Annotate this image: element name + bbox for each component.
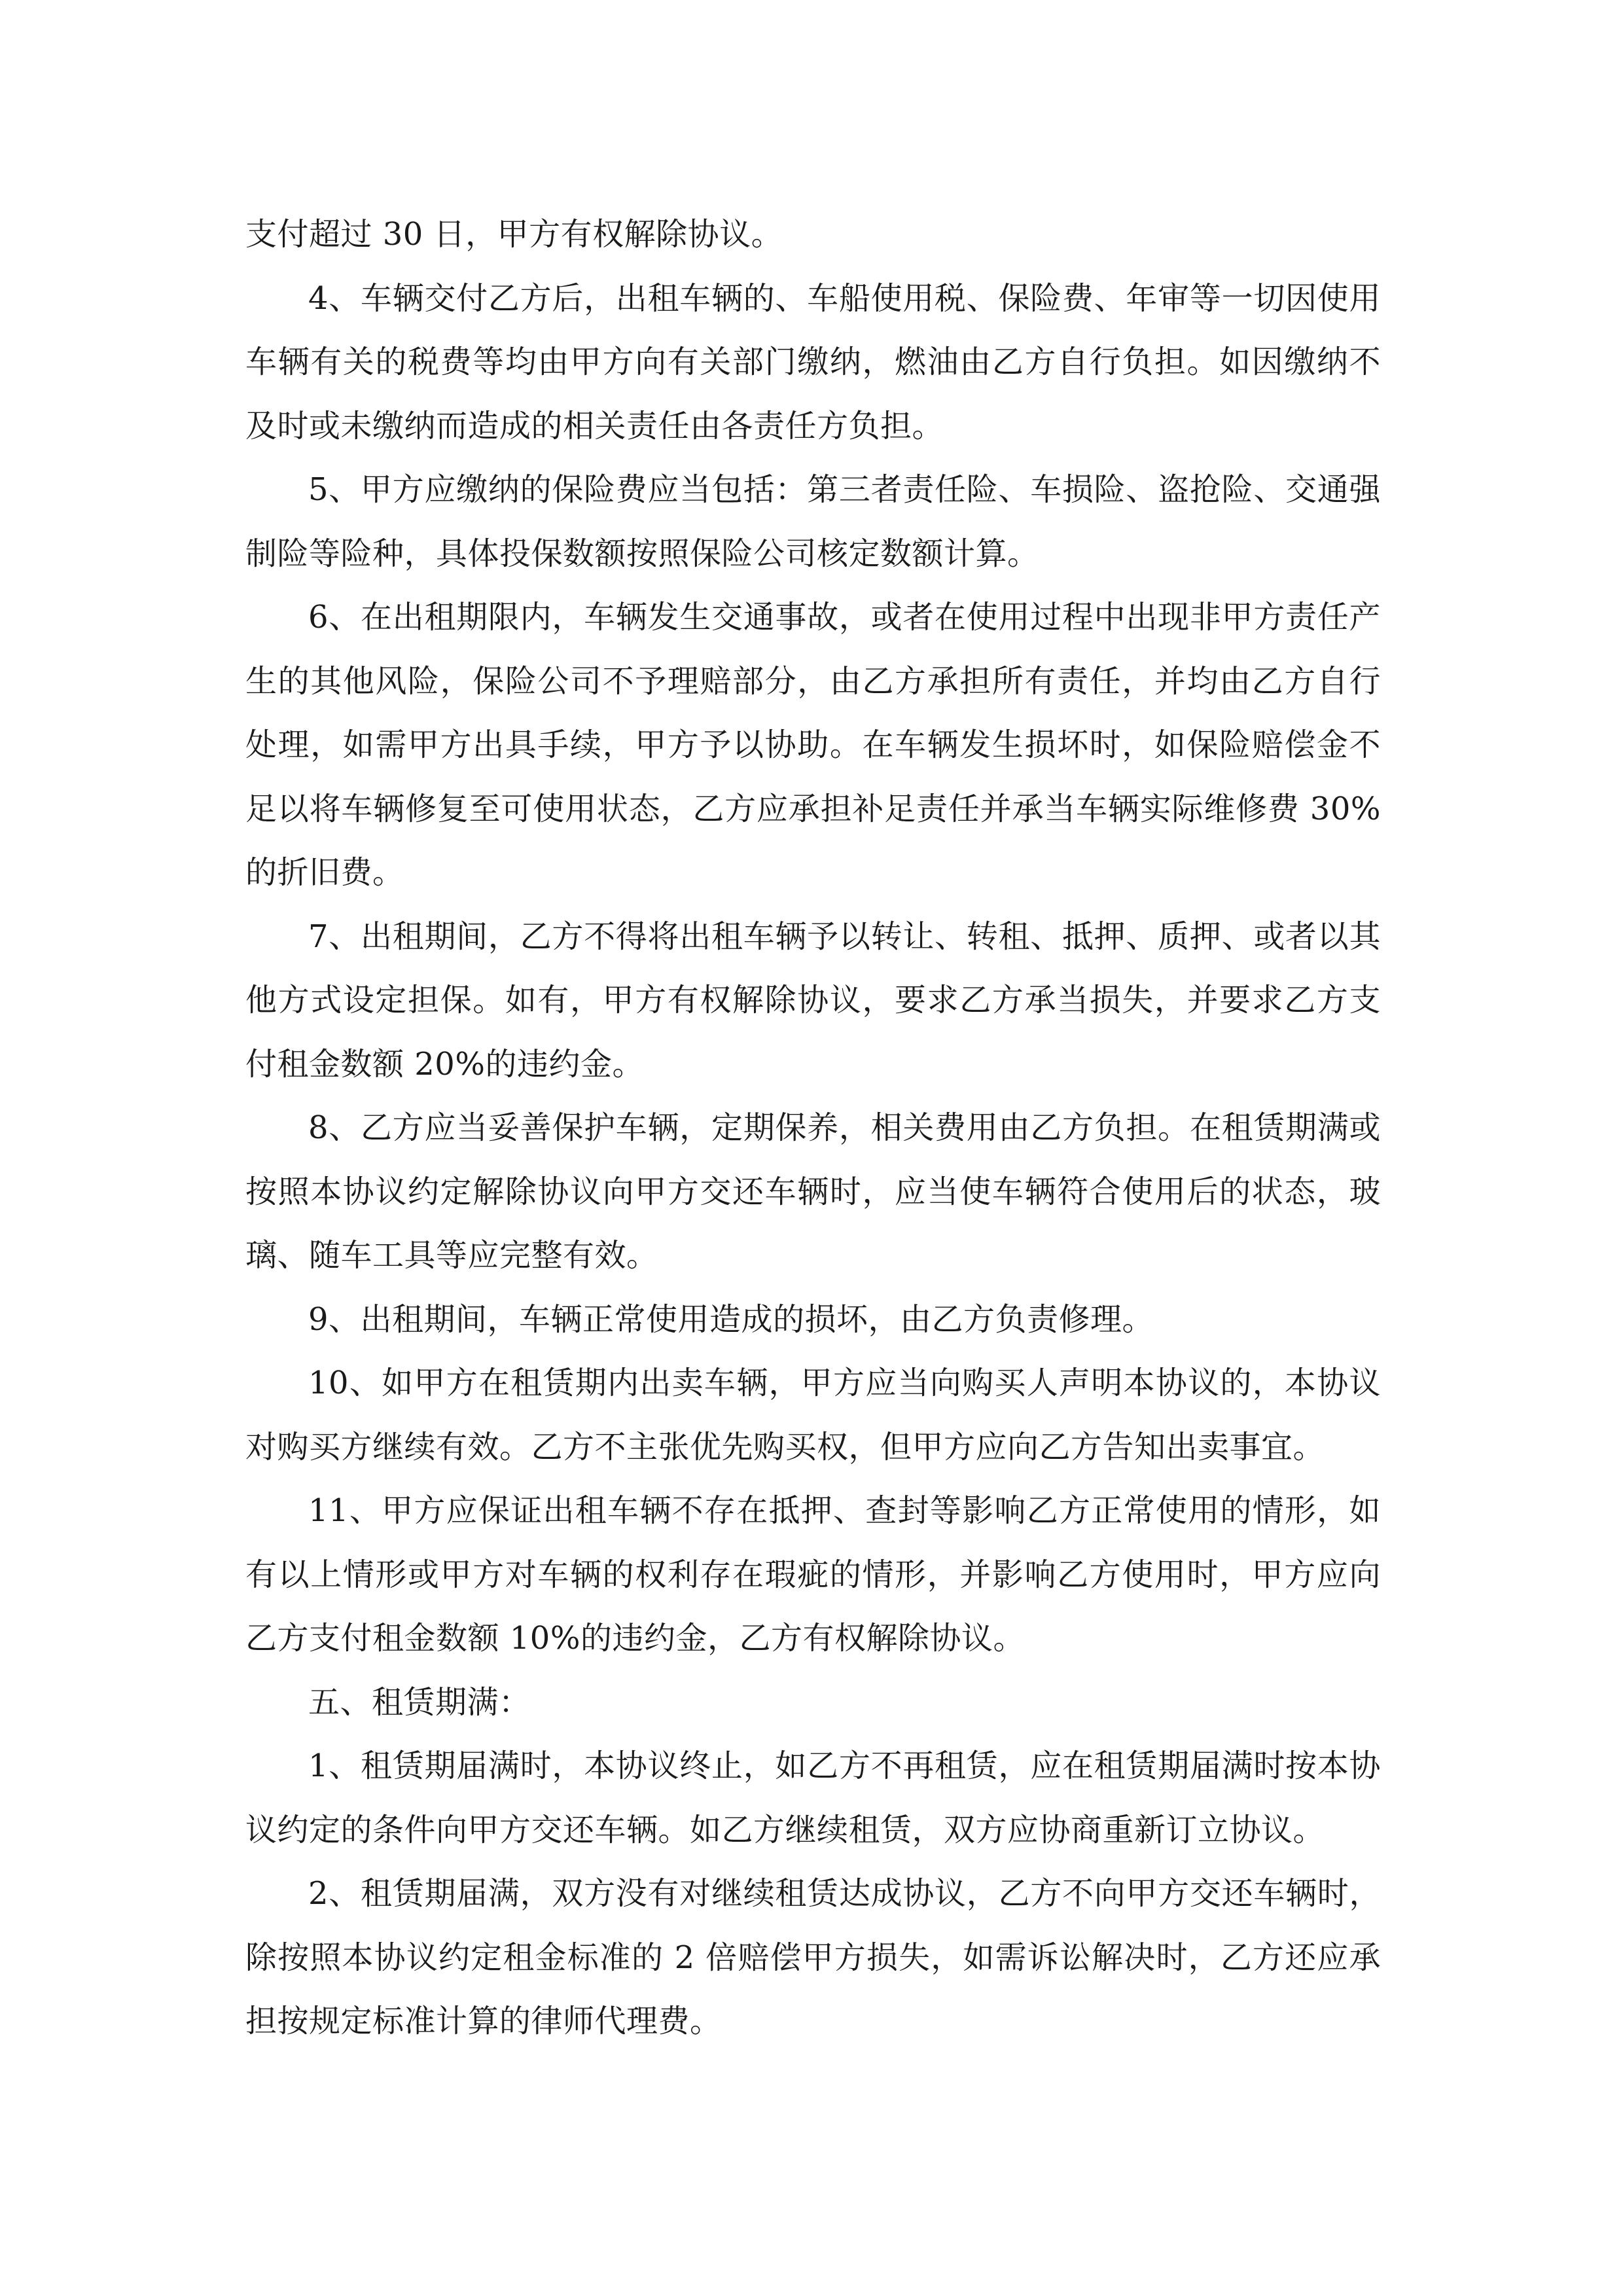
paragraph-clause-11: 11、甲方应保证出租车辆不存在抵押、查封等影响乙方正常使用的情形，如有以上情形或甲方对车辆的权利存在瑕疵的情形，并影响乙方使用时，甲方应向乙方支付租金数额 10%的违约金，乙方有权解除协议。	[245, 1492, 1381, 1657]
paragraph-clause-6: 6、在出租期限内，车辆发生交通事故，或者在使用过程中出现非甲方责任产生的其他风险，保险公司不予理赔部分，由乙方承担所有责任，并均由乙方自行处理，如需甲方出具手续，甲方予以协助。在车辆发生损坏时，如保险赔偿金不足以将车辆修复至可使用状态，乙方应承担补足责任并承当车辆实际维修费 30%的折旧费。	[245, 599, 1381, 891]
paragraph-clause-9: 9、出租期间，车辆正常使用造成的损坏，由乙方负责修理。	[308, 1300, 1154, 1338]
paragraph-clause-10: 10、如甲方在租赁期内出卖车辆，甲方应当向购买人声明本协议的，本协议对购买方继续有效。乙方不主张优先购买权，但甲方应向乙方告知出卖事宜。	[245, 1365, 1381, 1465]
paragraph-clause-7: 7、出租期间，乙方不得将出租车辆予以转让、转租、抵押、质押、或者以其他方式设定担保。如有，甲方有权解除协议，要求乙方承当损失，并要求乙方支付租金数额 20%的违约金。	[245, 918, 1381, 1083]
document-body	[245, 203, 1381, 2054]
paragraph-clause-5: 5、甲方应缴纳的保险费应当包括：第三者责任险、车损险、盗抢险、交通强制险等险种，具体投保数额按照保险公司核定数额计算。	[245, 471, 1381, 572]
paragraph-expiry-1: 1、租赁期届满时，本协议终止，如乙方不再租赁，应在租赁期届满时按本协议约定的条件向甲方交还车辆。如乙方继续租赁，双方应协商重新订立协议。	[245, 1748, 1381, 1848]
paragraph-continuation: 支付超过 30 日，甲方有权解除协议。	[245, 216, 783, 253]
paragraph-clause-4: 4、车辆交付乙方后，出租车辆的、车船使用税、保险费、年审等一切因使用车辆有关的税费等均由甲方向有关部门缴纳，燃油由乙方自行负担。如因缴纳不及时或未缴纳而造成的相关责任由各责任方负担。	[245, 279, 1381, 444]
paragraph-clause-8: 8、乙方应当妥善保护车辆，定期保养，相关费用由乙方负担。在租赁期满或按照本协议约定解除协议向甲方交还车辆时，应当使车辆符合使用后的状态，玻璃、随车工具等应完整有效。	[245, 1109, 1381, 1274]
section-heading-5: 五、租赁期满：	[308, 1683, 531, 1721]
paragraph-expiry-2: 2、租赁期届满，双方没有对继续租赁达成协议，乙方不向甲方交还车辆时，除按照本协议约定租金标准的 2 倍赔偿甲方损失，如需诉讼解决时，乙方还应承担按规定标准计算的律师代理费。	[245, 1875, 1381, 2039]
